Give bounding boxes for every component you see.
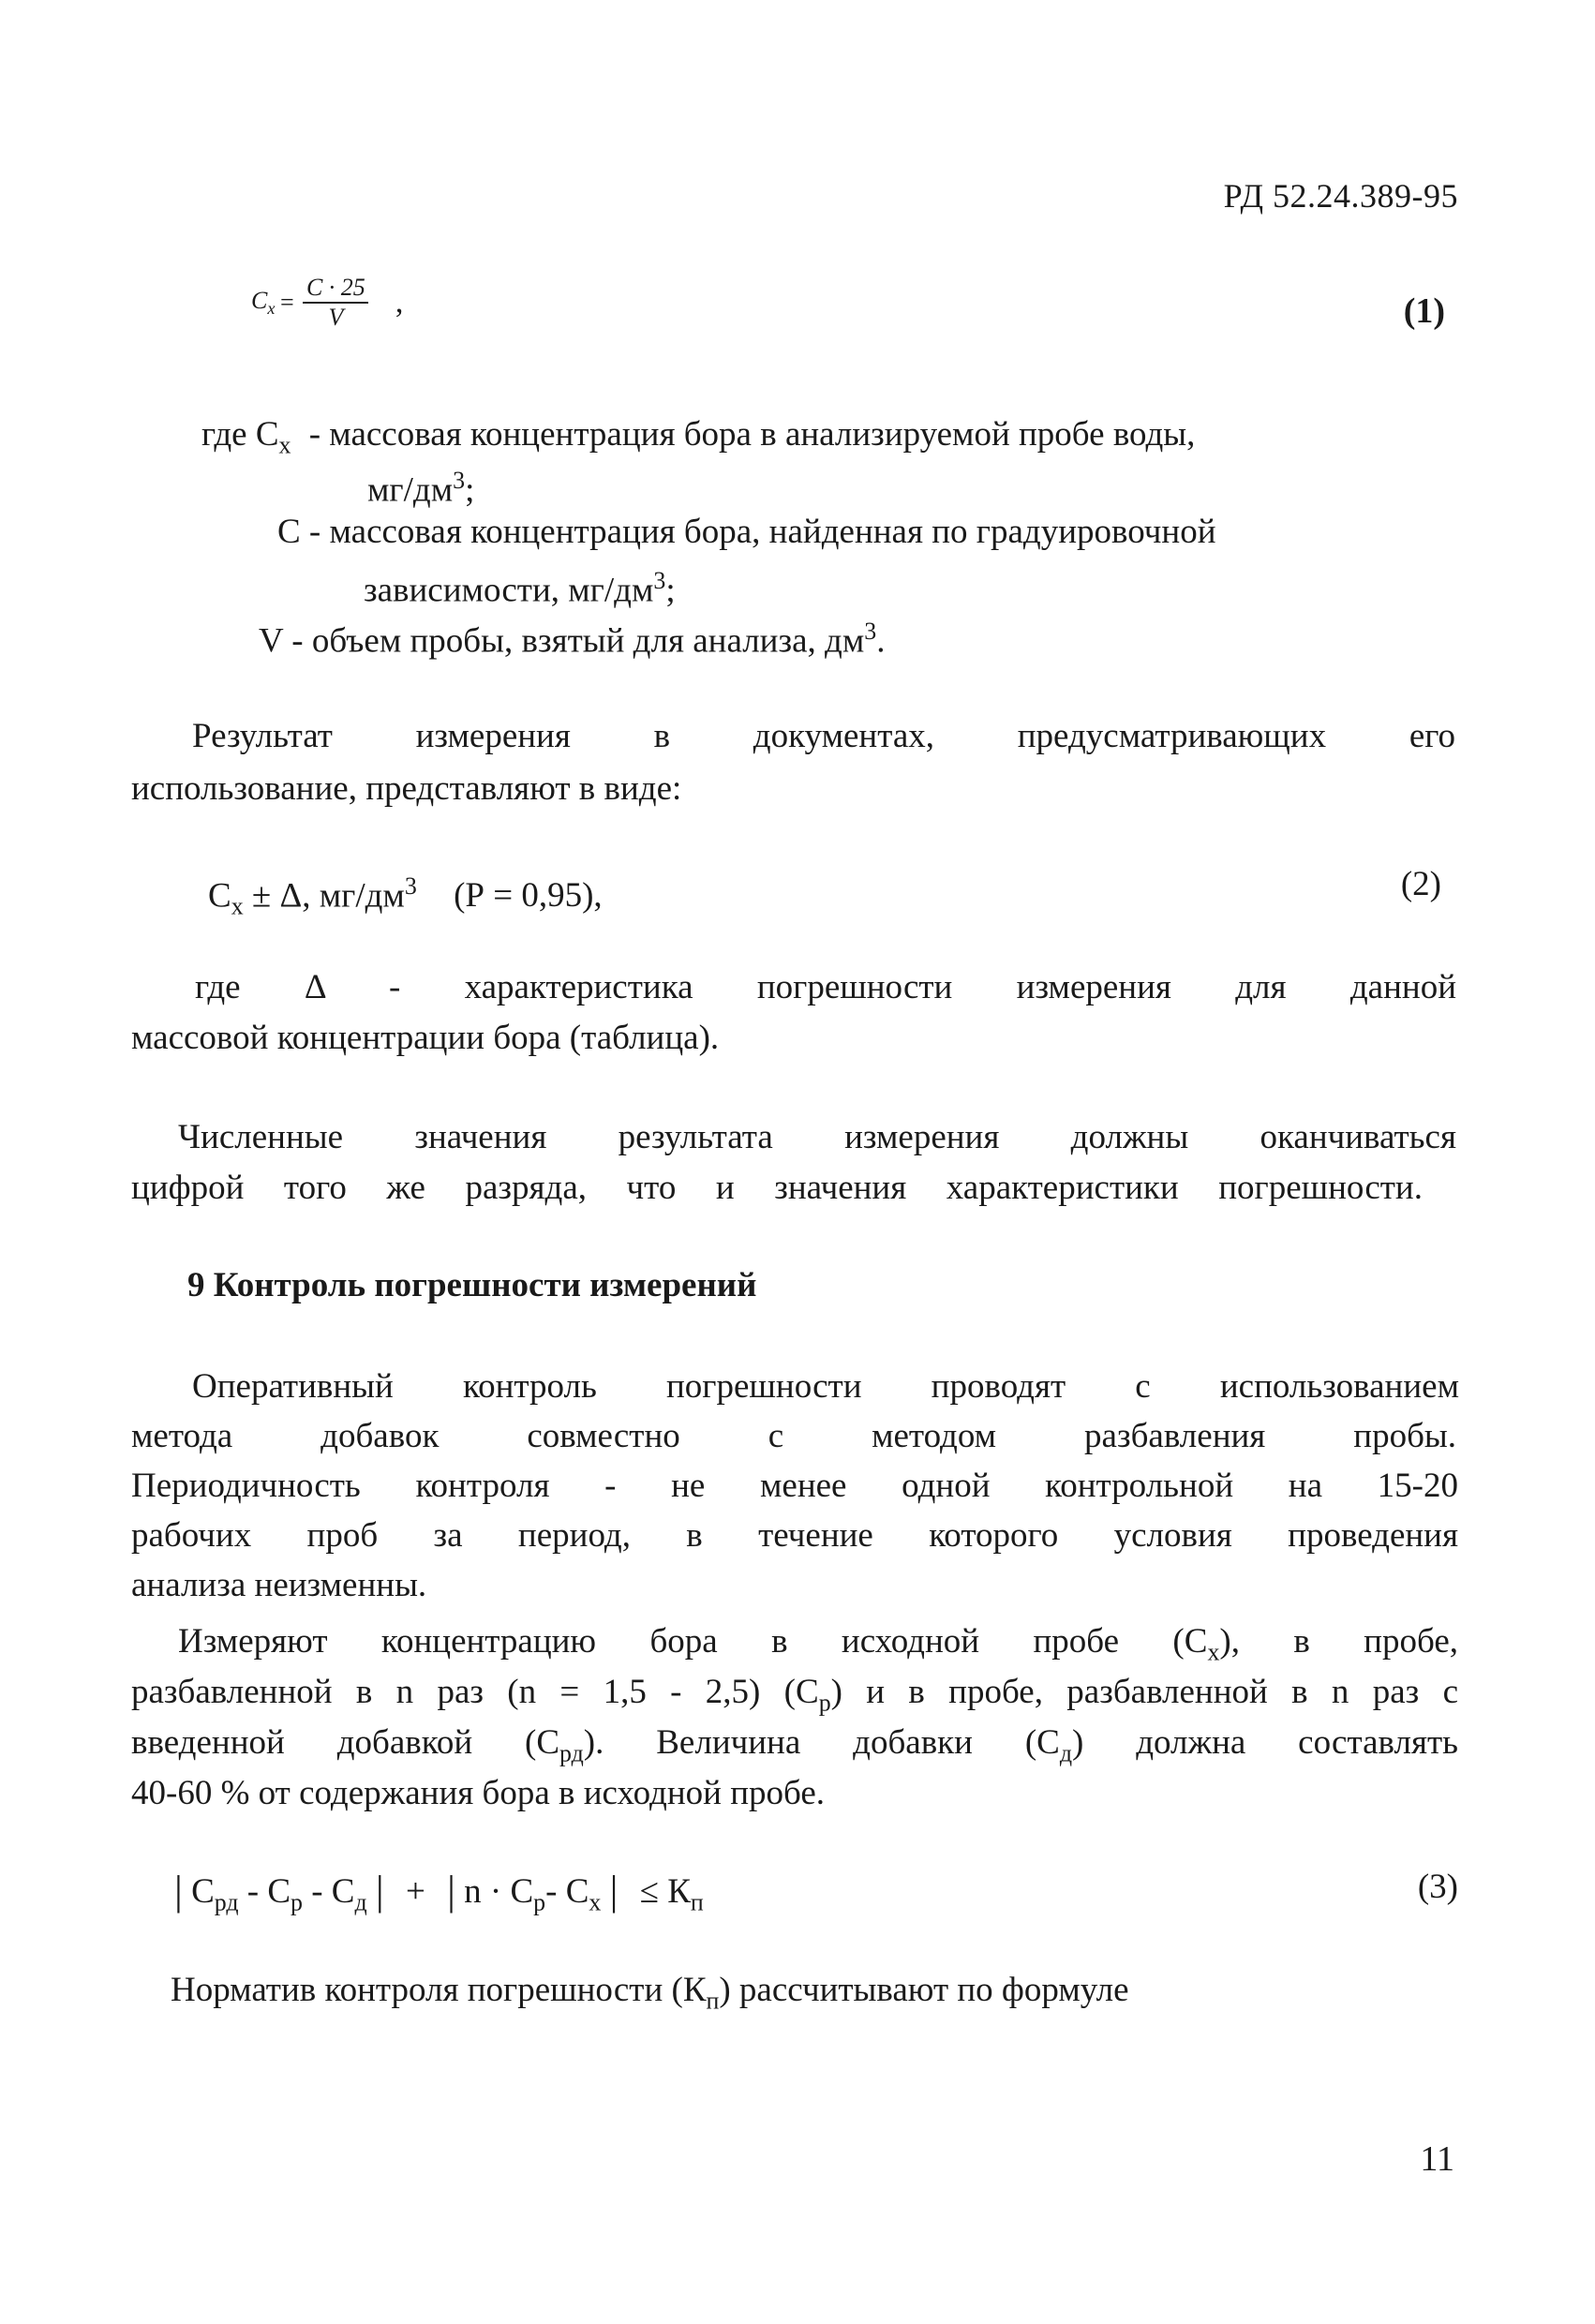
measure-paragraph-line3: введенной добавкой $(С_{рд})$. Величина добавки $(С_д)$ должна составлять [131, 1723, 1459, 1767]
formula-1-numerator: C · 25 [306, 274, 365, 301]
definition-cx: где $C_x$ - массовая концентрация бора в анализируемой пробе воды, [201, 415, 1196, 459]
delta-paragraph-line1: где Δ - характеристика погрешности измерения для данной [195, 968, 1456, 1006]
oper-paragraph-line2: метода добавок совместно с методом разбавления пробы. [131, 1417, 1456, 1455]
result-paragraph-line1: Результат измерения в документах, предусматривающих его [192, 717, 1455, 755]
formula-2: $C_x \pm \Delta$, $мг/дм^3$ (Р = 0,95), [208, 872, 603, 920]
document-code: РД 52.24.389-95 [1223, 177, 1458, 215]
numeric-paragraph-line1: Численные значения результата измерения должны оканчиваться [178, 1118, 1456, 1156]
numeric-paragraph-line2: цифрой того же разряда, что и значения характеристики погрешности. [131, 1169, 1423, 1207]
formula-1-number: (1) [1403, 291, 1445, 331]
definition-cx-unit: $мг/дм^3$; [367, 467, 475, 510]
measure-paragraph-line4: 40-60 % от содержания бора в исходной пробе. [131, 1774, 825, 1812]
measure-paragraph-line2: разбавленной в n раз (n = 1,5 - 2,5) $(С_р)$ и в пробе, разбавленной в n раз с [131, 1673, 1459, 1717]
formula-3: | $С_{рд} - С_р - С_д$ | + | $n \cdot С_р-$ $С_х$ | ≤ $К_п$ [174, 1868, 704, 1916]
norm-paragraph: Норматив контроля погрешности $(К_п)$ рассчитывают по формуле [171, 1971, 1129, 2015]
formula-1-denominator: V [328, 304, 344, 331]
formula-3-number: (3) [1417, 1868, 1458, 1906]
definition-c: С - массовая концентрация бора, найденная по градуировочной [277, 513, 1216, 551]
oper-paragraph-line4: рабочих проб за период, в течение которого условия проведения [131, 1516, 1458, 1555]
definition-c-cont: зависимости, $мг/дм^3$; [364, 567, 676, 610]
definition-v: V - объем пробы, взятый для анализа, $дм^3$. [259, 618, 886, 661]
oper-paragraph-line1: Оперативный контроль погрешности проводят с использованием [192, 1367, 1459, 1406]
formula-1-eq: = [278, 289, 295, 316]
oper-paragraph-line3: Периодичность контроля - не менее одной контрольной на 15-20 [131, 1467, 1458, 1505]
section-9-heading: 9 Контроль погрешности измерений [187, 1266, 757, 1304]
delta-paragraph-line2: массовой концентрации бора (таблица). [131, 1019, 720, 1057]
formula-1 [251, 274, 403, 332]
formula-2-number: (2) [1400, 865, 1441, 903]
result-paragraph-line2: использование, представляют в виде: [131, 769, 682, 808]
formula-1-fraction [303, 274, 369, 332]
page-number: 11 [1420, 2139, 1454, 2179]
formula-1-comma: , [395, 285, 404, 320]
oper-paragraph-line5: анализа неизменны. [131, 1566, 427, 1604]
formula-1-lhs: $C_x$ [251, 286, 276, 319]
measure-paragraph-line1: Измеряют концентрацию бора в исходной пробе $(С_х)$, в пробе, [178, 1622, 1458, 1666]
